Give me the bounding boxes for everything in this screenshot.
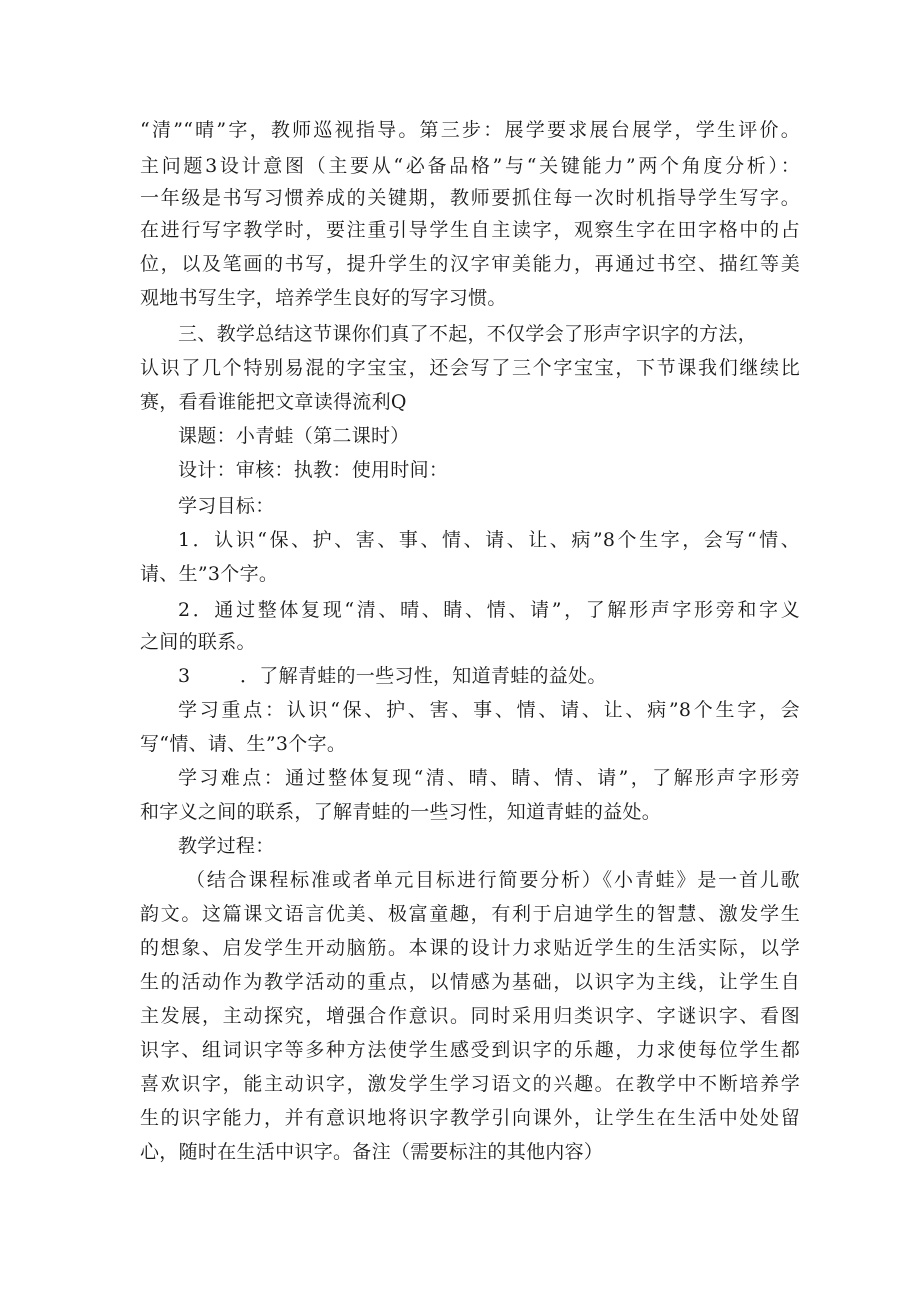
objective-item: 1．认识“保、护、害、事、情、请、让、病”8个生字，会写“情、: [178, 529, 800, 551]
text-line: 生的识字能力，并有意识地将识字教学引向课外，让学生在生活中处处留: [140, 1107, 800, 1129]
text-line: 观地书写生字，培养学生良好的写字习惯。: [140, 287, 507, 309]
text-line: 请、生”3个字。: [140, 563, 279, 585]
text-line: 赛，看看谁能把文章读得流利Q: [140, 391, 407, 413]
difficult-points: 学习难点：通过整体复现“清、晴、睛、情、请”，了解形声字形旁: [178, 767, 800, 789]
objective-item: ．了解青蛙的一些习性，知道青蛙的益处。: [240, 665, 607, 687]
key-points: 学习重点：认识“保、护、害、事、情、请、让、病”8个生字，会: [178, 699, 800, 721]
text-line: 一年级是书写习惯养成的关键期，教师要抓住每一次时机指导学生写字。: [140, 187, 800, 209]
text-line: 主问题3设计意图（主要从“必备品格”与“关键能力”两个角度分析）：: [140, 155, 800, 177]
text-line: “清”“晴”字，教师巡视指导。第三步：展学要求展台展学，学生评价。: [140, 119, 800, 141]
text-line: 之间的联系。: [140, 631, 256, 653]
text-line: （结合课程标准或者单元目标进行简要分析）《小青蛙》是一首儿歌: [186, 869, 800, 891]
lesson-title: 课题：小青蛙（第二课时）: [178, 425, 410, 447]
text-line: 心，随时在生活中识字。备注（需要标注的其他内容）: [140, 1141, 604, 1163]
text-line: 识字、组词识字等多种方法使学生感受到识字的乐趣，力求使每位学生都: [140, 1039, 800, 1061]
text-line: 的想象、启发学生开动脑筋。本课的设计力求贴近学生的生活实际，以学: [140, 937, 800, 959]
text-line: 在进行写字教学时，要注重引导学生自主读字，观察生字在田字格中的占: [140, 219, 800, 241]
text-line: 和字义之间的联系，了解青蛙的一些习性，知道青蛙的益处。: [140, 801, 662, 823]
objective-number: 3: [178, 665, 191, 687]
section-heading: 学习目标：: [178, 495, 275, 517]
text-line: 位，以及笔画的书写，提升学生的汉字审美能力，再通过书空、描红等美: [140, 253, 800, 275]
lesson-meta: 设计：审核：执教：使用时间：: [178, 459, 449, 481]
text-line: 主发展，主动探究，增强合作意识。同时采用归类识字、字谜识字、看图: [140, 1005, 800, 1027]
section-heading: 教学过程：: [178, 835, 275, 857]
text-line: 写“情、请、生”3个字。: [140, 733, 347, 755]
objective-item: 2．通过整体复现“清、晴、睛、情、请”，了解形声字形旁和字义: [178, 599, 800, 621]
text-line: 三、教学总结这节课你们真了不起，不仅学会了形声字识字的方法，: [178, 323, 758, 345]
text-line: 韵文。这篇课文语言优美、极富童趣，有利于启迪学生的智慧、激发学生: [140, 903, 800, 925]
text-line: 认识了几个特别易混的字宝宝，还会写了三个字宝宝，下节课我们继续比: [140, 357, 800, 379]
text-line: 生的活动作为教学活动的重点，以情感为基础，以识字为主线，让学生自: [140, 971, 800, 993]
text-line: 喜欢识字，能主动识字，激发学生学习语文的兴趣。在教学中不断培养学: [140, 1073, 800, 1095]
